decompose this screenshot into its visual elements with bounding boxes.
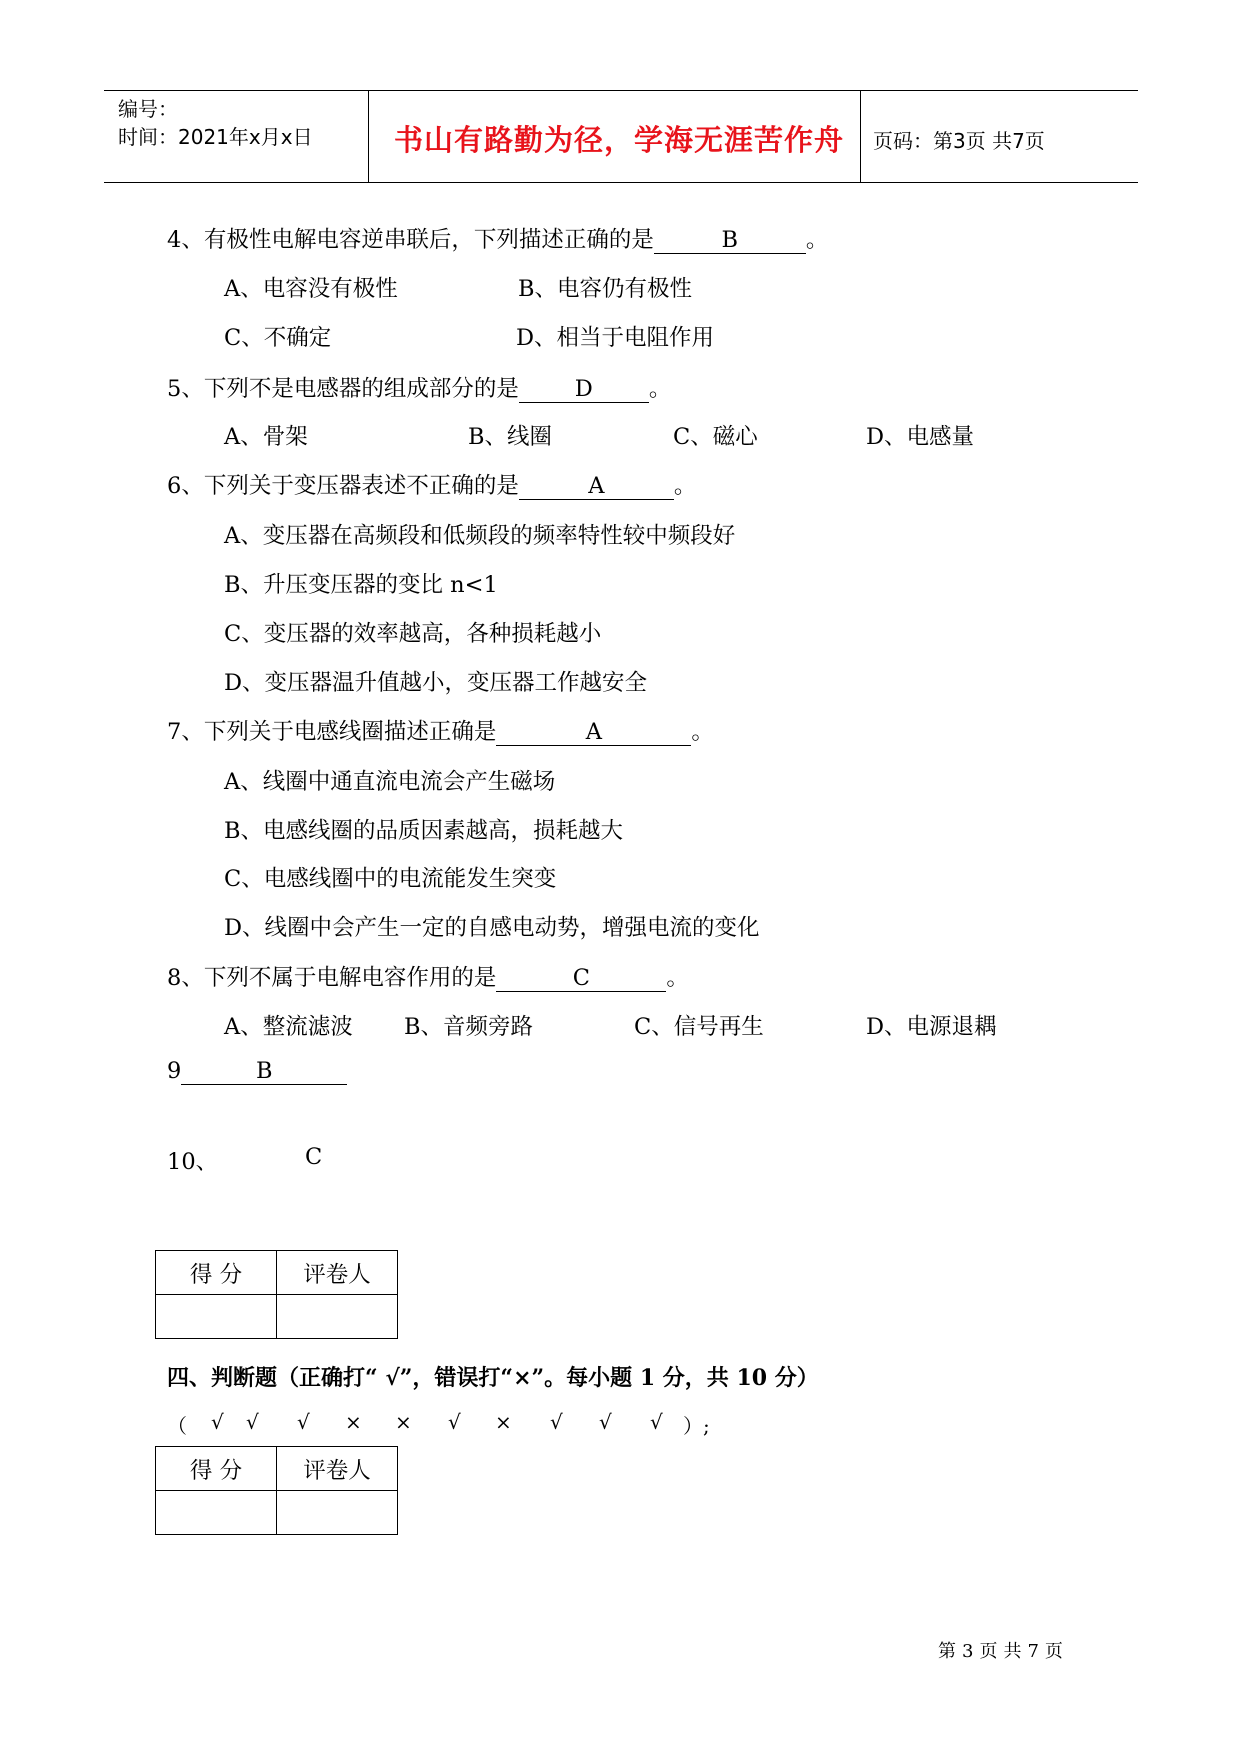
footer-ye: 页 (979, 1641, 998, 1662)
option-c: C、磁心 (673, 424, 758, 450)
footer-page-number: 3 (962, 1641, 974, 1662)
question-text: 5、下列不是电感器的组成部分的是 (167, 376, 519, 402)
question-end: 。 (666, 965, 689, 991)
tf-answer-8: √ (550, 1410, 563, 1434)
serial-label: 编号： (118, 97, 178, 121)
option-a: A、电容没有极性 (224, 276, 398, 302)
tf-open: （ (167, 1414, 187, 1438)
question-text: 6、下列关于变压器表述不正确的是 (167, 473, 519, 499)
option-d: D、变压器温升值越小，变压器工作越安全 (224, 670, 648, 696)
option-c: C、变压器的效率越高，各种损耗越小 (224, 621, 602, 647)
header-divider-left (368, 90, 369, 183)
tf-answer-9: √ (599, 1410, 612, 1434)
answer-blank: C (496, 965, 666, 992)
question-text: 7、下列关于电感线圈描述正确是 (167, 719, 497, 745)
option-d: D、相当于电阻作用 (516, 325, 715, 351)
tf-answer-5: × (395, 1410, 412, 1434)
question-6 (167, 468, 696, 500)
question-10 (167, 1144, 218, 1176)
question-10-answer: C (305, 1144, 323, 1170)
answer-blank: A (496, 719, 691, 746)
question-text: 9 (167, 1058, 182, 1084)
grader-label: 评卷人 (277, 1251, 398, 1295)
score-label: 得 分 (156, 1251, 277, 1295)
question-end: 。 (691, 719, 714, 745)
tf-answer-6: √ (448, 1410, 461, 1434)
header-bottom-rule (104, 182, 1138, 183)
option-a: A、整流滤波 (224, 1014, 353, 1040)
question-7 (167, 714, 714, 746)
footer-total-pages: 7 (1027, 1641, 1039, 1662)
question-end: 。 (805, 227, 829, 253)
tf-answer-2: √ (246, 1410, 259, 1434)
score-table (155, 1446, 398, 1535)
option-b: B、电容仍有极性 (518, 276, 693, 302)
page-label: 页码：第3页 共7页 (873, 129, 1045, 153)
time-label: 时间：2021年x月x日 (118, 125, 313, 149)
answer-blank: A (519, 473, 674, 500)
question-9 (167, 1058, 347, 1085)
footer-ye2: 页 (1044, 1641, 1063, 1662)
option-a: A、骨架 (224, 424, 308, 450)
tf-close: ）; (683, 1414, 710, 1438)
score-cell[interactable] (156, 1295, 277, 1339)
header-divider-right (860, 90, 861, 183)
option-c: C、电感线圈中的电流能发生突变 (224, 866, 557, 892)
tf-answer-1: √ (211, 1410, 224, 1434)
grader-cell[interactable] (277, 1295, 398, 1339)
question-text: 8、下列不属于电解电容作用的是 (167, 965, 497, 991)
question-text: 10、 (167, 1149, 219, 1175)
footer-gong: 共 (1003, 1641, 1022, 1662)
grader-label: 评卷人 (277, 1447, 398, 1491)
question-end: 。 (673, 473, 697, 499)
score-cell[interactable] (156, 1491, 277, 1535)
option-a: A、变压器在高频段和低频段的频率特性较中频段好 (224, 523, 736, 549)
option-b: B、升压变压器的变比 n<1 (224, 572, 498, 598)
tf-answer-7: × (495, 1410, 512, 1434)
answer-blank: B (181, 1058, 347, 1085)
option-a: A、线圈中通直流电流会产生磁场 (224, 769, 556, 795)
tf-answer-3: √ (297, 1410, 310, 1434)
motto: 书山有路勤为径，学海无涯苦作舟 (394, 123, 845, 157)
option-c: C、信号再生 (634, 1014, 764, 1040)
question-5 (167, 371, 671, 403)
tf-answer-4: × (345, 1410, 362, 1434)
option-c: C、不确定 (224, 325, 332, 351)
option-d: D、线圈中会产生一定的自感电动势，增强电流的变化 (224, 915, 760, 941)
question-end: 。 (648, 376, 672, 402)
option-d: D、电感量 (866, 424, 975, 450)
true-false-answers (0, 1410, 1241, 1440)
question-text: 4、有极性电解电容逆串联后，下列描述正确的是 (167, 227, 654, 253)
question-4 (167, 222, 828, 254)
footer-di: 第 (938, 1641, 956, 1662)
grader-cell[interactable] (277, 1491, 398, 1535)
section-title: 四、判断题（正确打“ √”，错误打“×”。每小题 1 分，共 10 分） (167, 1365, 819, 1391)
score-table (155, 1250, 398, 1339)
header-top-rule (104, 90, 1138, 91)
question-8 (167, 960, 689, 992)
option-b: B、电感线圈的品质因素越高，损耗越大 (224, 818, 624, 844)
option-b: B、音频旁路 (404, 1014, 534, 1040)
option-b: B、线圈 (468, 424, 553, 450)
answer-blank: B (654, 227, 806, 254)
answer-blank: D (519, 376, 649, 403)
score-label: 得 分 (156, 1447, 277, 1491)
tf-answer-10: √ (650, 1410, 663, 1434)
option-d: D、电源退耦 (866, 1014, 997, 1040)
page-footer (938, 1637, 1069, 1663)
